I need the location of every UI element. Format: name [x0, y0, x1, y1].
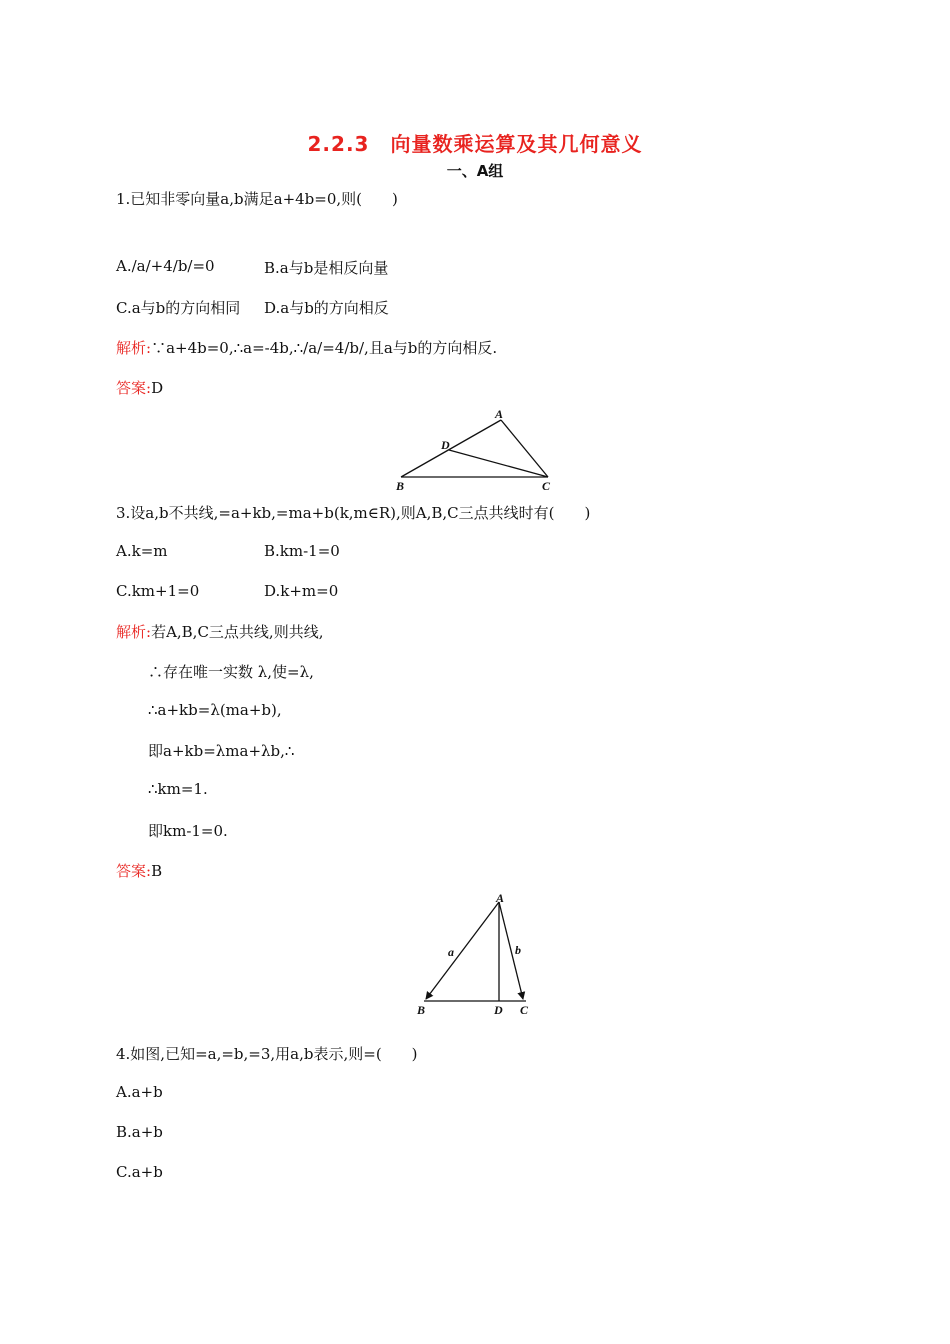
- q1-analysis-text: ∵a+4b=0,∴a=-4b,∴/a/=4/b/,且a与b的方向相反.: [151, 339, 498, 357]
- q3-analysis-label: 解析:: [116, 623, 152, 641]
- label-c: C: [520, 1003, 529, 1017]
- q1-analysis: [116, 337, 497, 358]
- q3-answer-label: 答案:: [116, 862, 152, 880]
- q1-answer-value: D: [151, 379, 164, 397]
- q4-option-a: A.a+b: [116, 1083, 163, 1101]
- q3-analysis-first: 若A,B,C三点共线,则共线,: [151, 623, 324, 641]
- vector-a-arrow: [426, 902, 499, 999]
- segment-ab: [401, 420, 501, 477]
- q3-step-2: ∴a+kb=λ(ma+b),: [148, 701, 282, 719]
- q3-option-c: C.km+1=0: [116, 582, 200, 600]
- q3-analysis: [116, 621, 323, 642]
- section-heading: 一、A组: [446, 162, 504, 180]
- label-vector-b: b: [515, 943, 521, 957]
- q4-stem: 4.如图,已知=a,=b,=3,用a,b表示,则=( ): [116, 1045, 418, 1063]
- q3-step-3: 即a+kb=λma+λb,∴: [148, 742, 295, 760]
- label-b: B: [396, 479, 405, 493]
- label-vector-a: a: [448, 945, 454, 959]
- segment-ac: [501, 420, 548, 477]
- q4-option-b: B.a+b: [116, 1123, 163, 1141]
- label-c: C: [542, 479, 551, 493]
- q3-answer: [116, 860, 162, 881]
- q1-option-c: C.a与b的方向相同: [116, 299, 241, 317]
- q3-stem: 3.设a,b不共线,=a+kb,=ma+b(k,m∈R),则A,B,C三点共线时有( ): [116, 504, 591, 522]
- q3-step-1: ∴存在唯一实数 λ,使=λ,: [148, 663, 314, 681]
- q1-analysis-label: 解析:: [116, 339, 152, 357]
- label-a: A: [495, 407, 504, 421]
- segment-dc: [449, 450, 548, 477]
- label-d: D: [441, 438, 450, 452]
- q3-option-b: B.km-1=0: [264, 542, 340, 560]
- q3-answer-value: B: [151, 862, 163, 880]
- q3-step-5: 即km-1=0.: [148, 822, 228, 840]
- q1-option-d: D.a与b的方向相反: [264, 299, 389, 317]
- q1-stem: 1.已知非零向量a,b满足a+4b=0,则( ): [116, 190, 398, 208]
- q1-option-a: A./a/+4/b/=0: [116, 257, 215, 275]
- triangle-figure-2: [410, 890, 540, 1020]
- triangle-figure-1: [390, 405, 560, 495]
- q3-option-a: A.k=m: [116, 542, 168, 560]
- q1-option-b: B.a与b是相反向量: [264, 259, 389, 277]
- q3-step-4: ∴km=1.: [148, 780, 208, 798]
- q4-option-c: C.a+b: [116, 1163, 163, 1181]
- q1-answer: [116, 377, 163, 398]
- page-title: 2.2.3 向量数乘运算及其几何意义: [307, 132, 643, 156]
- label-b: B: [417, 1003, 426, 1017]
- label-d: D: [494, 1003, 503, 1017]
- label-a: A: [496, 891, 505, 905]
- q3-option-d: D.k+m=0: [264, 582, 339, 600]
- q1-answer-label: 答案:: [116, 379, 152, 397]
